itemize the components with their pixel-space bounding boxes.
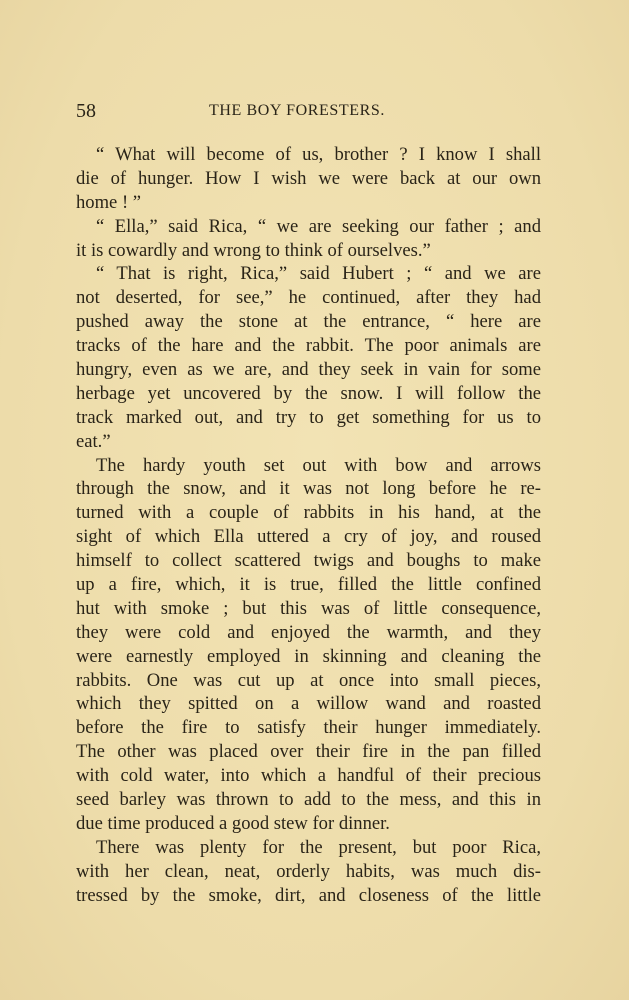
text-line: pushed away the stone at the entrance, “ here are bbox=[76, 311, 541, 333]
text-line: die of hunger. How I wish we were back at our own bbox=[76, 167, 541, 189]
text-line: “ Ella,” said Rica, “ we are seeking our father ; and bbox=[96, 215, 541, 237]
text-line: seed barley was thrown to add to the mess, and this in bbox=[76, 789, 541, 811]
text-line: before the fire to satisfy their hunger immediately. bbox=[76, 717, 541, 739]
text-line: turned with a couple of rabbits in his hand, at the bbox=[76, 502, 541, 524]
text-line: they were cold and enjoyed the warmth, and they bbox=[76, 621, 541, 643]
text-line: home ! ” bbox=[76, 191, 142, 213]
text-line: The other was placed over their fire in the pan filled bbox=[76, 741, 541, 763]
page-body-text bbox=[76, 143, 541, 908]
page-number: 58 bbox=[76, 100, 96, 122]
text-line: The hardy youth set out with bow and arrows bbox=[96, 454, 541, 476]
text-line: tressed by the smoke, dirt, and closeness of the little bbox=[76, 884, 541, 906]
text-line: himself to collect scattered twigs and boughs to make bbox=[76, 550, 541, 572]
text-line: “ That is right, Rica,” said Hubert ; “ and we are bbox=[96, 263, 541, 285]
text-line: eat.” bbox=[76, 430, 111, 452]
text-line: There was plenty for the present, but poor Rica, bbox=[96, 836, 541, 858]
text-line: rabbits. One was cut up at once into small pieces, bbox=[76, 669, 541, 691]
text-line: due time produced a good stew for dinner. bbox=[76, 812, 390, 834]
text-line: it is cowardly and wrong to think of ourselves.” bbox=[76, 239, 431, 261]
text-line: not deserted, for see,” he continued, after they had bbox=[76, 287, 541, 309]
text-line: sight of which Ella uttered a cry of joy, and roused bbox=[76, 526, 541, 548]
text-line: hut with smoke ; but this was of little consequence, bbox=[76, 597, 541, 619]
text-line: herbage yet uncovered by the snow. I will follow the bbox=[76, 382, 541, 404]
text-line: track marked out, and try to get something for us to bbox=[76, 406, 541, 428]
text-line: “ What will become of us, brother ? I know I shall bbox=[96, 144, 541, 165]
text-line: which they spitted on a willow wand and roasted bbox=[76, 693, 541, 715]
text-line: hungry, even as we are, and they seek in vain for some bbox=[76, 359, 541, 381]
text-line: were earnestly employed in skinning and cleaning the bbox=[76, 645, 541, 667]
text-line: up a fire, which, it is true, filled the little confined bbox=[76, 574, 541, 596]
text-line: with her clean, neat, orderly habits, was much dis- bbox=[76, 860, 541, 882]
running-title: THE BOY FORESTERS. bbox=[209, 102, 386, 119]
text-line: with cold water, into which a handful of their precious bbox=[76, 765, 541, 787]
text-line: through the snow, and it was not long before he re- bbox=[76, 478, 541, 500]
text-line: tracks of the hare and the rabbit. The poor animals are bbox=[76, 335, 541, 357]
